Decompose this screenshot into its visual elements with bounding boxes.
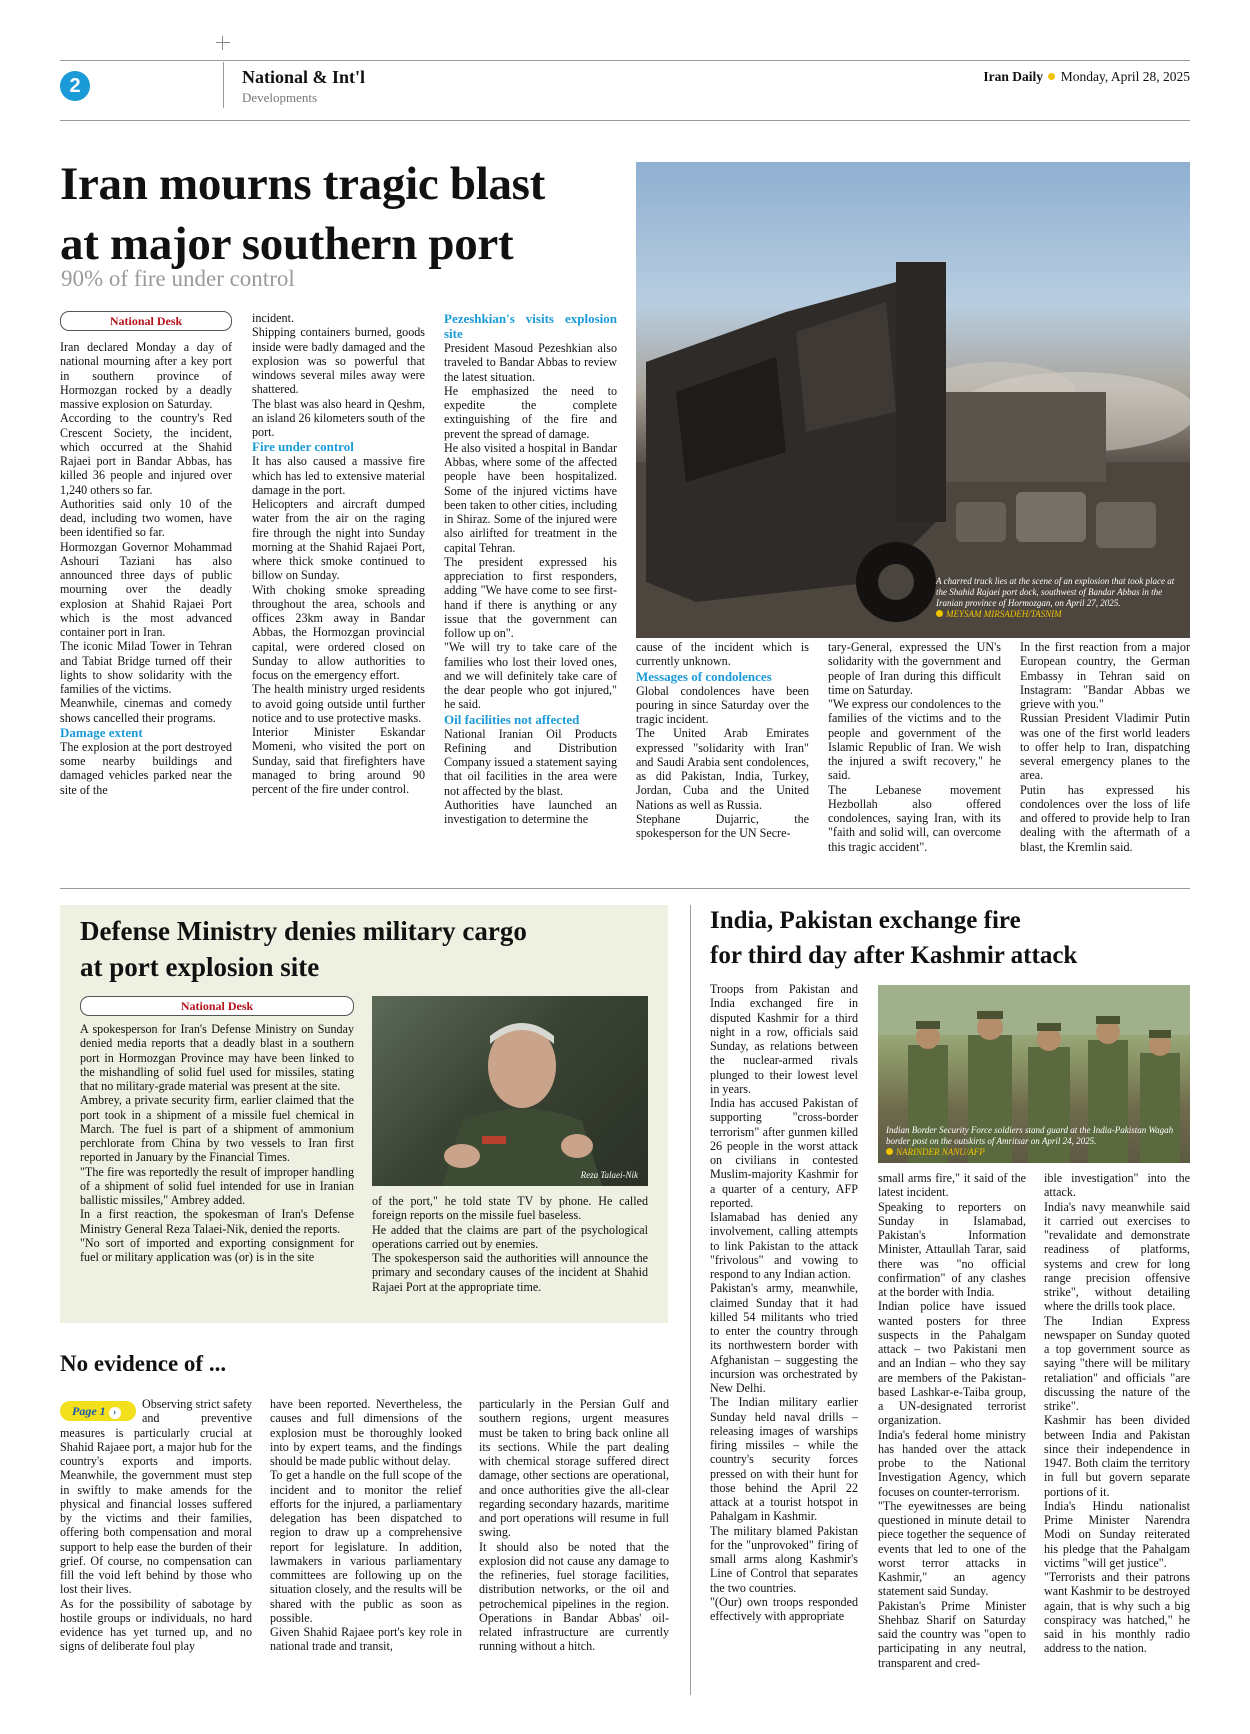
header-top-rule bbox=[60, 60, 1190, 61]
main-col-4: cause of the incident which is currently unknown. Messages of condolences Global condolences have been pouring in since Saturday over the tragic incident. The United Arab Emirates expressed "solidarity with Iran" and Saudi Arabia sent condolences, as did Pakistan, India, Turkey, Jordan, Cuba and the United Nations as well as Russia. Stephane Dujarric, the spokesperson for the UN Secre- bbox=[636, 640, 809, 840]
evidence-headline: No evidence of ... bbox=[60, 1351, 227, 1376]
subhead-condolences: Messages of condolences bbox=[636, 668, 772, 684]
header-bottom-rule bbox=[60, 120, 1190, 121]
main-photo-charred-truck bbox=[636, 162, 1190, 638]
evidence-col-2: have been reported. Nevertheless, the causes and full dimensions of the explosion must be thoroughly looked into by expert teams, and the findings should be made public without delay. To get a handle on the full scope of the incident and to monitor the relief efforts for the injured, a parliamentary delegation has been dispatched to region to draw up a comprehensive report for legislature. In addition, lawmakers in various parliamentary committees are following up on the situation closely, and the results will be shared with the public as soon as possible. Given Shahid Rajaee port's key role in national trade and transit, bbox=[270, 1397, 462, 1654]
defense-desk-label: National Desk bbox=[80, 996, 354, 1016]
india-col-1: Troops from Pakistan and India exchanged fire in disputed Kashmir for a third night in a row, officials said Sunday, as relations between the nuclear-armed rivals plunged to their lowest level in years. India has accused Pakistan of supporting "cross-border terrorism" after gunmen killed 26 people in the worst attack on civilians in contested Muslim-majority Kashmir for a quarter of a century, AFP reported. Islamabad has denied any involvement, calling attempts to link Pakistan to the attack "frivolous" and vowing to respond to any Indian action. Pakistan's army, meanwhile, claimed Sunday that it had killed 54 militants who tried to enter the country through its northwestern border with Afghanistan – suggesting the incursion was orchestrated by New Delhi. The Indian military earlier Sunday held naval drills – releasing images of warships firing missiles – while the country's security forces pressed on with their hunt for those behind the April 22 attack at a tourist hotspot in Pahalgam in Kashmir. The military blamed Pakistan for the "unprovoked" firing of small arms along Kashmir's Line of Control that separates the two countries. "(Our) own troops responded effectively with appropriate bbox=[710, 982, 858, 1623]
evidence-col-3: particularly in the Persian Gulf and southern regions, urgent measures must be taken to bring back online all its sections. While the part dealing with chemical storage suffered direct damage, other sections are operational, and once authorities give the all-clear regarding secondary hazards, maritime and port operations will resume in full swing. It should also be noted that the explosion did not cause any damage to the refineries, fuel storage facilities, distribution networks, or the oil and petrochemical pipelines in the region. Operations in Bandar Abbas' oil-related infrastructure are currently running without a hitch. bbox=[479, 1397, 669, 1654]
defense-photo-spokesman bbox=[372, 996, 648, 1186]
subhead-oil: Oil facilities not affected bbox=[444, 711, 580, 727]
credit-dot bbox=[936, 610, 943, 617]
credit-dot bbox=[886, 1148, 893, 1155]
subhead-damage: Damage extent bbox=[60, 724, 143, 740]
section-title: National & Int'l bbox=[242, 67, 366, 87]
india-photo-credit: NARINDER NANU/AFP bbox=[886, 1147, 1186, 1158]
chevron-right-icon: › bbox=[109, 1407, 121, 1419]
india-photo-border-guards bbox=[878, 985, 1190, 1163]
page-ref-button[interactable]: Page 1 › bbox=[60, 1401, 136, 1421]
mid-page-rule bbox=[60, 888, 1190, 889]
india-col-2: small arms fire," it said of the latest incident. Speaking to reporters on Sunday in Islamabad, Pakistan's Information Minister, Attaullah Tarar, said there was "no official confirmation" of any clashes at the border with India. Indian police have issued wanted posters for three suspects in the Pahalgam attack – two Pakistani men and an Indian – who they say are members of the Pakistan-based Lashkar-e-Taiba group, a UN-designated terrorist organization. India's federal home ministry has handed over the attack probe to the National Investigation Agency, which focuses on counter-terrorism. "The eyewitnesses are being questioned in minute detail to piece together the sequence of events that led to one of the worst terror attacks in Kashmir," an agency statement said Sunday. Pakistan's Prime Minister Shehbaz Sharif on Saturday said the country was "open to participating in any neutral, transparent and cred- bbox=[878, 1171, 1026, 1670]
main-col-1: Iran declared Monday a day of national mourning after a key port in southern province of Hormozgan rocked by a deadly massive explosion on Saturday. According to the country's Red Crescent Society, the incident, which occurred at the Shahid Rajaei port in Bandar Abbas, has killed 36 people and injured over 1,240 others so far. Authorities said only 10 of the dead, including two women, have been identified so far. Hormozgan Governor Mohammad Ashouri Taziani has also announced three days of public mourning over the deadly explosion at Shahid Rajaei Port which is the most advanced container port in Iran. The iconic Milad Tower in Tehran and Tabiat Bridge turned off their lights to show solidarity with the families of the victims. Meanwhile, cinemas and comedy shows cancelled their programs. Damage extent The explosion at the port destroyed some nearby buildings and damaged vehicles parked near the site of the bbox=[60, 340, 232, 797]
page-number-badge: 2 bbox=[60, 71, 90, 101]
spokesman-illustration bbox=[372, 996, 648, 1186]
issue-date: Monday, April 28, 2025 bbox=[1060, 69, 1190, 84]
main-photo-caption: A charred truck lies at the scene of an explosion that took place at the Shahid Rajaei port dock, southwest of Bandar Abbas in the Iranian province of Hormozgan, on April 27, 2025. MEYSAM MIRSADEH/TASNIM bbox=[936, 576, 1186, 620]
india-headline: India, Pakistan exchange fire for third day after Kashmir attack bbox=[710, 907, 1078, 969]
defense-col-1: A spokesperson for Iran's Defense Ministry on Sunday denied media reports that a deadly blast in a southern port in Hormozgan Province may have been linked to the mishandling of solid fuel used for missiles, stating that no military-grade material was present at the site. Ambrey, a private security firm, earlier claimed that the port took in a shipment of a missile fuel chemical in March. The fuel is part of a shipment of ammonium perchlorate from China by two vessels to Iran first reported in January by the Financial Times. "The fire was reportedly the result of improper handling of a shipment of solid fuel intended for use in Iranian ballistic missiles," Ambrey added. In a first reaction, the spokesman of Iran's Defense Ministry General Reza Talaei-Nik, denied the reports. "No sort of imported and exporting consignment for fuel or military application was (or) is in the site bbox=[80, 1022, 354, 1264]
paper-name: Iran Daily bbox=[983, 69, 1043, 84]
evidence-col-1: Page 1 › Observing strict safety and preventive measures is particularly crucial at Shahid Rajaee port, a major hub for the country's exports and imports. Meanwhile, the government must step in swiftly to make amends for the physical and financial losses suffered by the victims and their families, offering both compensation and moral support to help ease the burden of their grief. Of course, no compensation can fill the void left behind by those who lost their lives. As for the possibility of sabotage by hostile groups or individuals, no hard evidence has yet turned up, and no signs of deliberate foul play bbox=[60, 1397, 252, 1654]
main-col-5: tary-General, expressed the UN's solidarity with the government and people of Iran during this difficult time on Saturday. "We express our condolences to the families of the victims and to the people and government of the Islamic Republic of Iran. We wish the injured a swift recovery," he said. The Lebanese movement Hezbollah also offered condolences, saying Iran, with its "faith and solid will, can overcome this tragic accident". bbox=[828, 640, 1001, 854]
main-headline: Iran mourns tragic blast at major southern port bbox=[60, 158, 545, 270]
main-desk-label: National Desk bbox=[60, 311, 232, 331]
subhead-pezeshkian: Pezeshkian's visits explosion site bbox=[444, 311, 617, 341]
defense-col-2: of the port," he told state TV by phone. He called foreign reports on the missile fuel baseless. He added that the claims are part of the psychological operations carried out by enemies. The spokesperson said the authorities will announce the primary and secondary causes of the incident at Shahid Rajaei Port at the appropriate time. bbox=[372, 1194, 648, 1294]
india-photo-caption: Indian Border Security Force soldiers stand guard at the India-Pakistan Wagah border post on the outskirts of Amritsar on April 24, 2025. NARINDER NANU/AFP bbox=[886, 1125, 1186, 1158]
main-col-2: incident. Shipping containers burned, goods inside were badly damaged and the explosion was so powerful that windows several miles away were shattered. The blast was also heard in Qeshm, an island 26 kilometers south of the port. Fire under control It has also caused a massive fire which has led to extensive material damage in the port. Helicopters and aircraft dumped water from the air on the raging fire through the night into Sunday morning at the Shahid Rajaei Port, where thick smoke continued to billow on Sunday. With choking smoke spreading throughout the area, schools and offices 23km away in Bandar Abbas, the Hormozgan provincial capital, were ordered closed on Sunday to allow authorities to focus on the emergency effort. The health ministry urged residents to avoid going outside until further notice and to use protective masks. Interior Minister Eskandar Momeni, who visited the port on Sunday, said that firefighters have managed to bring around 90 percent of the fire under control. bbox=[252, 311, 425, 796]
main-col-6: In the first reaction from a major European country, the German Embassy in Tehran said on Instagram: "Bandar Abbas we grieve with you." Russian President Vladimir Putin was one of the first world leaders to offer help to Iran, dispatching several emergency planes to the area. Putin has expressed his condolences over the loss of life and offered to provide help to Iran dealing with the aftermath of a blast, the Kremlin said. bbox=[1020, 640, 1190, 854]
dot-separator bbox=[1048, 73, 1055, 80]
main-photo-credit: MEYSAM MIRSADEH/TASNIM bbox=[936, 609, 1186, 620]
defense-headline: Defense Ministry denies military cargo at port explosion site bbox=[80, 916, 527, 982]
india-divider bbox=[690, 905, 691, 1695]
india-col-3: ible investigation" into the attack. India's navy meanwhile said it carried out exercises to "revalidate and demonstrate readiness of platforms, systems and crew for long range precision offensive strike", without detailing where the drills took place. The Indian Express newspaper on Sunday quoted a top government source as saying "there will be military retaliation" and officials "are discussing the nature of the strike". Kashmir has been divided between India and Pakistan since their independence in 1947. Both claim the territory in full but govern separate portions of it. India's Hindu nationalist Prime Minister Narendra Modi on Sunday reiterated his pledge that the Pahalgam victims "will get justice". "Terrorists and their patrons want Kashmir to be destroyed again, that is why such a big conspiracy was hatched," he said in his monthly radio address to the nation. bbox=[1044, 1171, 1190, 1656]
subhead-fire: Fire under control bbox=[252, 439, 354, 455]
main-subheadline: 90% of fire under control bbox=[61, 266, 295, 291]
truck-illustration bbox=[636, 162, 1190, 638]
main-col-3: Pezeshkian's visits explosion site President Masoud Pezeshkian also traveled to Bandar Abbas to review the latest situation. He emphasized the need to expedite the complete extinguishing of the fire and prevent the spread of damage. He also visited a hospital in Bandar Abbas, where some of the affected people have been hospitalized. Some of the injured victims have been taken to other cities, including in Shiraz. Some of the injured were also airlifted for treatment in the capital Tehran. The president expressed his appreciation to first responders, adding "We have come to see first-hand if there is anything or any issue that the government can follow up on". "We will try to take care of the families who lost their loved ones, and we will definitely take care of the dear people who got injured," he said. Oil facilities not affected National Iranian Oil Products Refining and Distribution Company issued a statement saying that oil facilities in the area were not affected by the blast. Authorities have launched an investigation to determine the bbox=[444, 311, 617, 826]
section-subtitle: Developments bbox=[242, 90, 318, 105]
crop-mark bbox=[216, 36, 230, 50]
masthead-dateline bbox=[983, 69, 1190, 85]
header-divider bbox=[223, 62, 224, 108]
defense-photo-caption: Reza Talaei-Nik bbox=[580, 1170, 638, 1180]
